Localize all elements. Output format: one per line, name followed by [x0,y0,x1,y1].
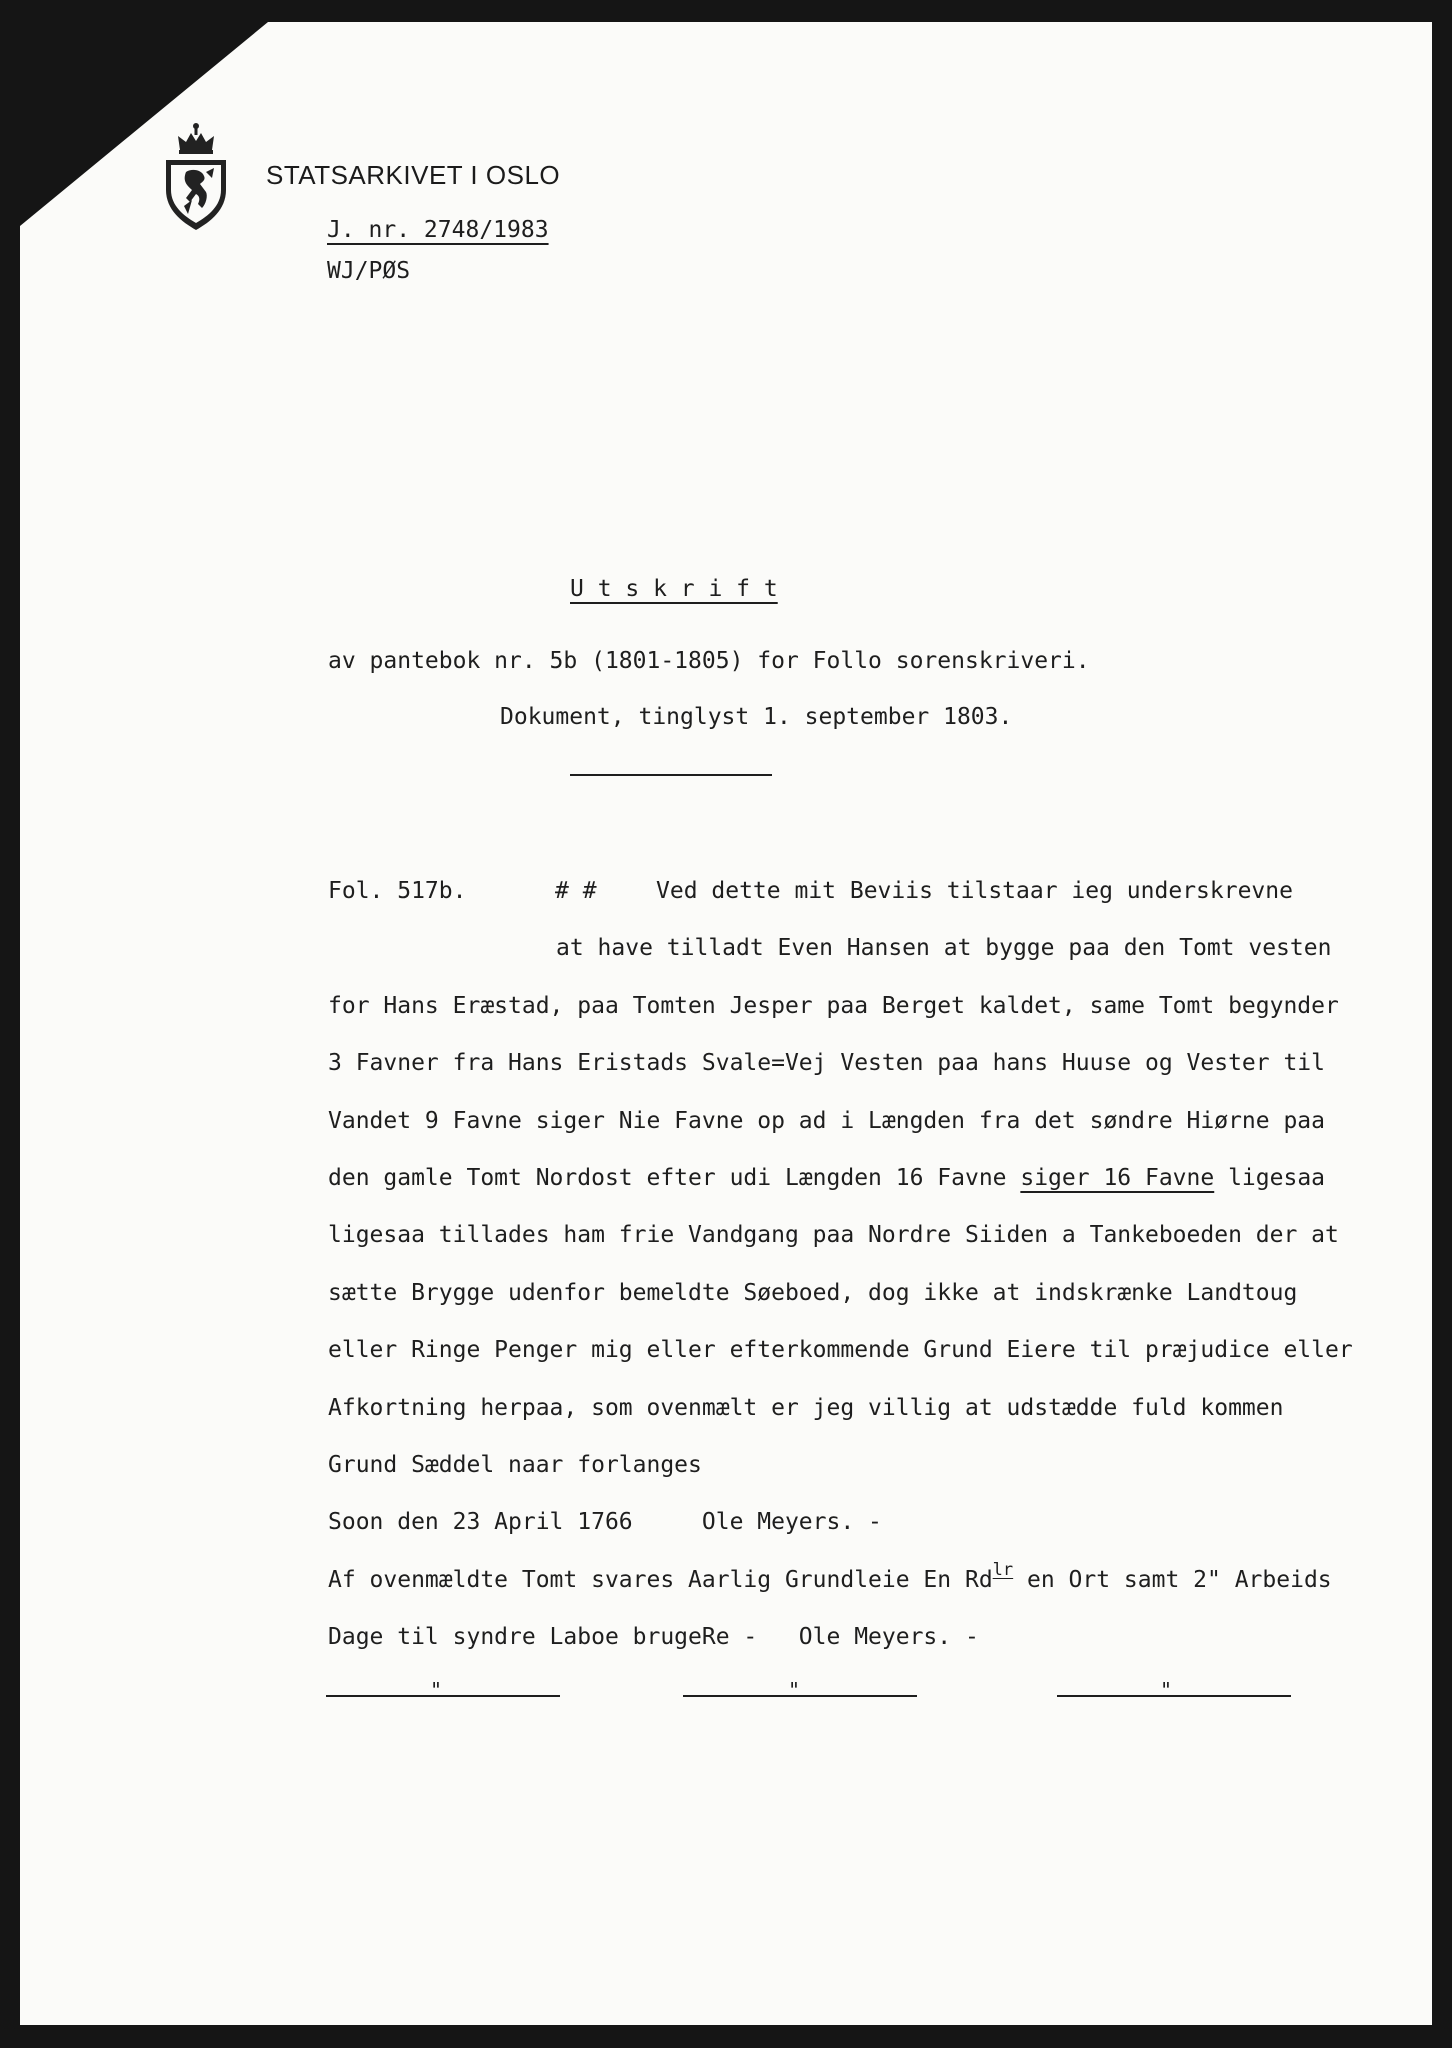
document-title: U t s k r i f t [570,576,778,602]
text-line-11: Grund Sæddel naar forlanges [328,1452,702,1478]
text-line-2: at have tilladt Even Hansen at bygge paa den Tomt vesten [556,935,1332,961]
text-line-6 [328,1167,1325,1190]
closing-rule-3 [1057,1695,1291,1697]
ditto-mark-1: " [430,1678,443,1702]
underlined-phrase: siger 16 Favne [1020,1165,1215,1191]
folio-reference: Fol. 517b. [328,878,467,904]
document-page [20,22,1432,2025]
registration-line: Dokument, tinglyst 1. september 1803. [500,704,1013,730]
hash-marks: # # [555,878,597,904]
text-line-13-start: Af ovenmældte Tomt svares Aarlig Grundleie En Rd [328,1567,993,1593]
text-line-3: for Hans Eræstad, paa Tomten Jesper paa Berget kaldet, same Tomt begynder [328,993,1339,1019]
initials: WJ/PØS [327,258,411,284]
text-line-13 [328,1560,1332,1593]
organization-name: STATSARKIVET I OSLO [266,160,561,190]
superscript-abbreviation: lr [992,1560,1014,1580]
closing-rule-1 [326,1695,560,1697]
text-line-5: Vandet 9 Favne siger Nie Favne op ad i Længden fra det søndre Hiørne paa [328,1108,1325,1134]
journal-number: J. nr. 2748/1983 [327,217,549,243]
text-line-6-end: ligesaa [1214,1165,1326,1191]
ditto-mark-3: " [1160,1678,1173,1702]
document-subtitle: av pantebok nr. 5b (1801-1805) for Follo sorenskriveri. [328,648,1090,674]
text-line-6-start: den gamle Tomt Nordost efter udi Længden 16 Favne [328,1165,1021,1191]
text-line-8: sætte Brygge udenfor bemeldte Søeboed, dog ikke at indskrænke Landtoug [328,1280,1298,1306]
text-line-10: Afkortning herpaa, som ovenmælt er jeg villig at udstædde fuld kommen [328,1395,1284,1421]
text-line-9: eller Ringe Penger mig eller efterkommende Grund Eiere til præjudice eller [328,1337,1353,1363]
coat-of-arms-icon [162,120,230,232]
text-line-4: 3 Favner fra Hans Eristads Svale=Vej Vesten paa hans Huuse og Vester til [328,1050,1325,1076]
ditto-mark-2: " [788,1678,801,1702]
text-line-13-end: en Ort samt 2" Arbeids [1013,1567,1332,1593]
title-divider [570,774,772,776]
text-line-1: Ved dette mit Beviis tilstaar ieg underskrevne [656,878,1293,904]
text-line-14: Dage til syndre Laboe brugeRe - Ole Meyers. - [328,1624,979,1650]
signature-line: Soon den 23 April 1766 Ole Meyers. - [328,1509,882,1535]
text-line-7: ligesaa tillades ham frie Vandgang paa Nordre Siiden a Tankeboeden der at [328,1222,1339,1248]
